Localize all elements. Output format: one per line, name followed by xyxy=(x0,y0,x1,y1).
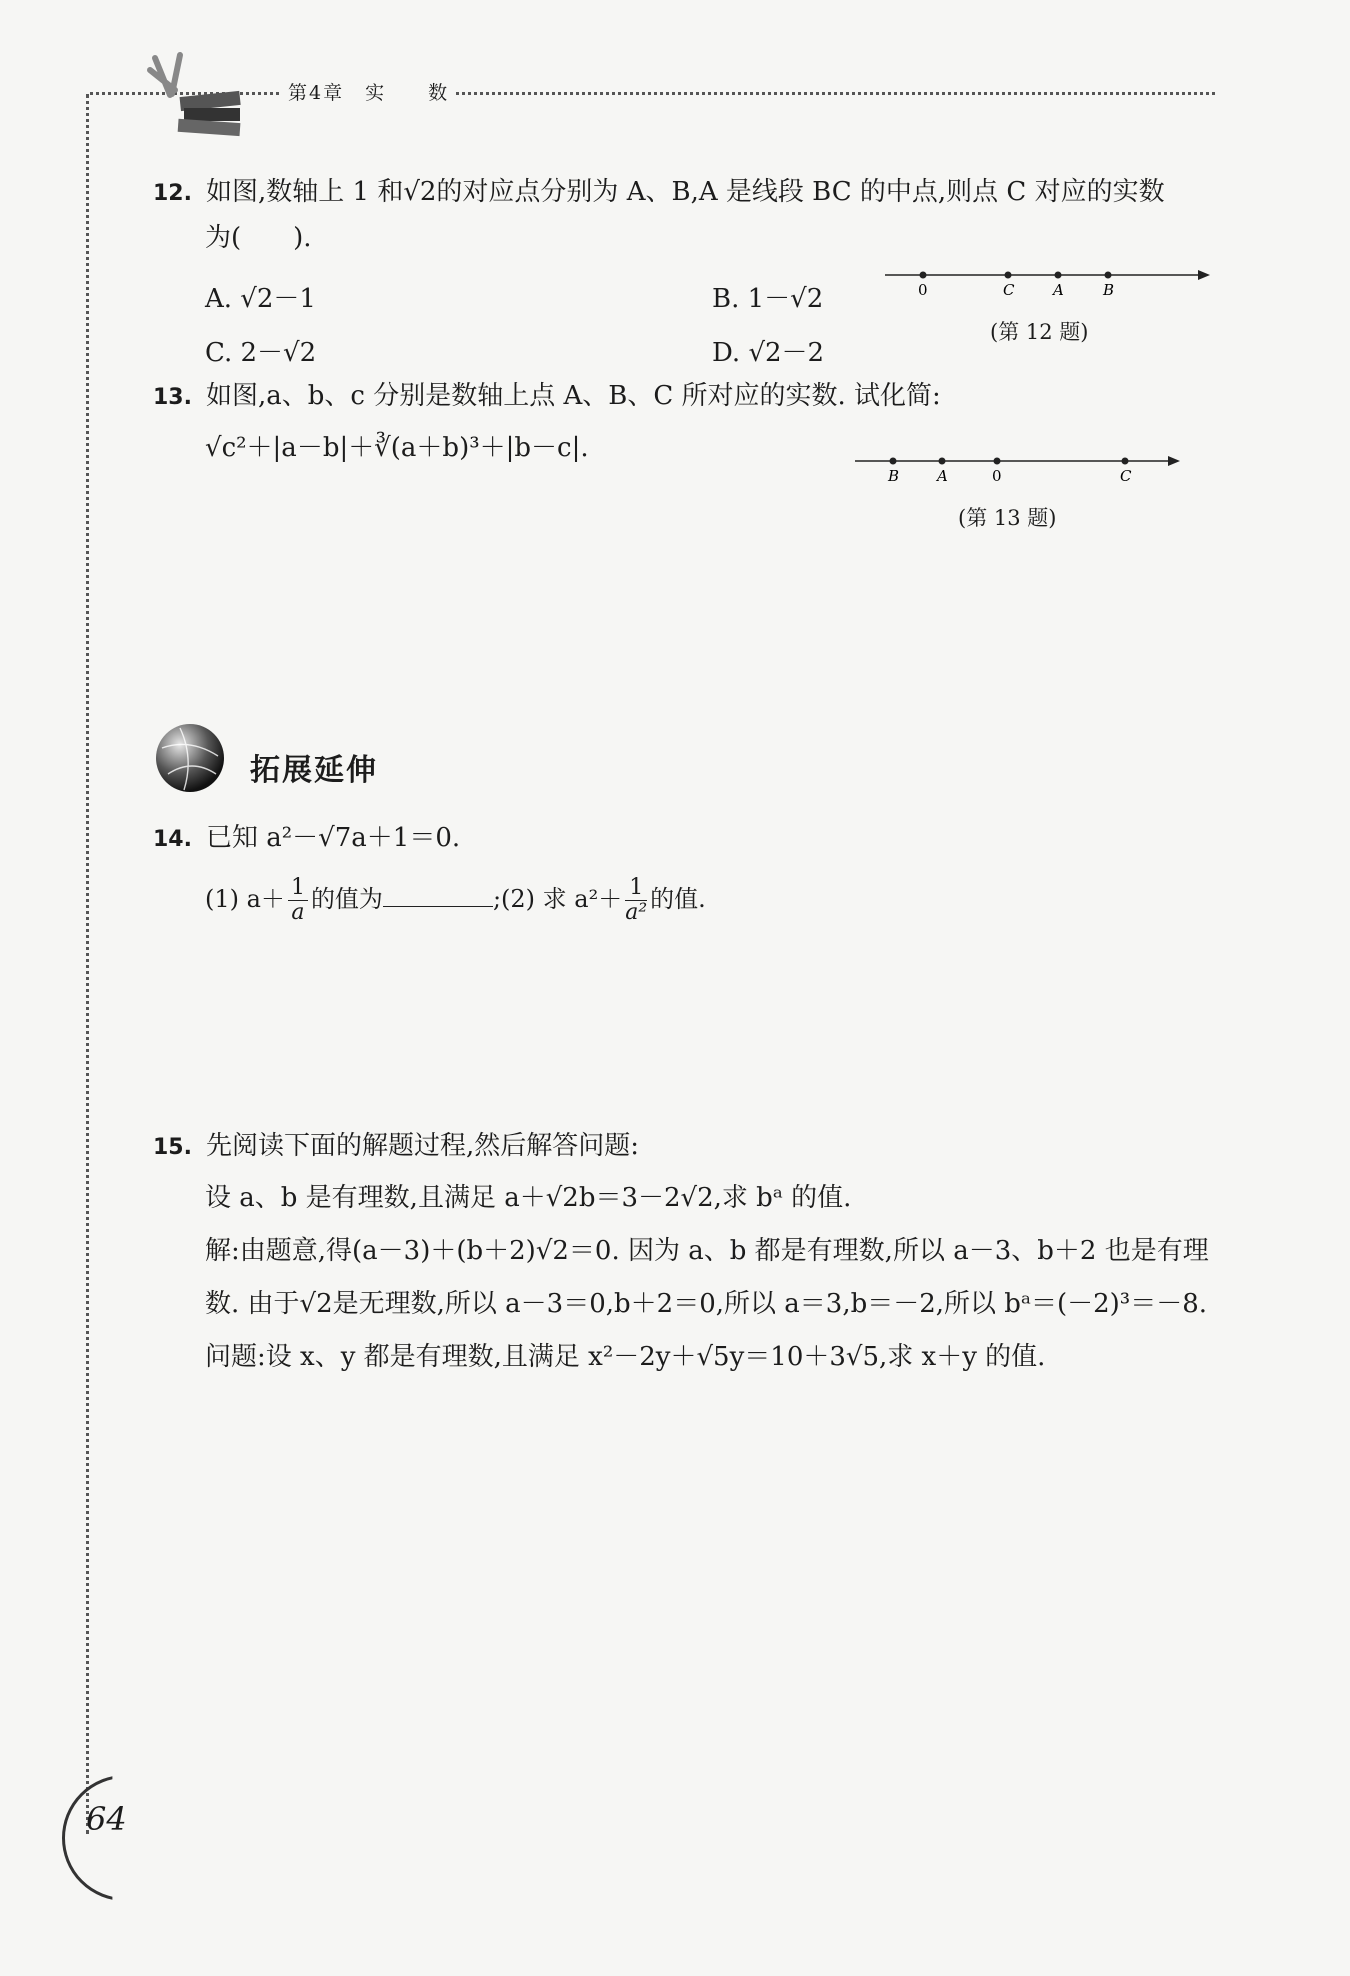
frac-num: 1 xyxy=(288,876,308,901)
page-number: 64 xyxy=(86,1800,127,1838)
option-a: A. √2－1 xyxy=(205,284,316,314)
number-line-13 xyxy=(850,448,1190,498)
question-15 xyxy=(153,1126,639,1168)
figure-13-caption: (第 13 题) xyxy=(958,506,1057,530)
question-14-parts xyxy=(205,876,706,925)
part1-prefix: (1) a＋ xyxy=(205,885,285,913)
figure-12-caption: (第 12 题) xyxy=(990,320,1089,344)
question-text: 如图,a、b、c 分别是数轴上点 A、B、C 所对应的实数. 试化简: xyxy=(205,381,941,411)
question-14 xyxy=(153,818,460,860)
question-15-line4: 数. 由于√2是无理数,所以 a－3＝0,b＋2＝0,所以 a＝3,b＝－2,所以 bᵃ＝(－2)³＝－8. xyxy=(205,1289,1208,1319)
part2-suffix: 的值. xyxy=(650,885,706,913)
fraction-1-over-a xyxy=(288,876,308,925)
books-icon xyxy=(140,50,250,140)
frac-den: a² xyxy=(625,900,648,925)
frac-num: 1 xyxy=(625,876,647,901)
axis-label-0: 0 xyxy=(992,467,1002,485)
question-number: 12. xyxy=(153,181,192,206)
number-line-12 xyxy=(880,255,1220,305)
question-12 xyxy=(153,172,1233,214)
question-13 xyxy=(153,376,1233,418)
question-text: 如图,数轴上 1 和√2的对应点分别为 A、B,A 是线段 BC 的中点,则点 C 对应的实数 xyxy=(205,177,1165,207)
frac-den: a xyxy=(291,900,305,925)
part2-prefix: ;(2) 求 a²＋ xyxy=(492,885,623,913)
option-c: C. 2－√2 xyxy=(205,338,317,368)
axis-label-b: B xyxy=(1103,281,1115,299)
question-text: 先阅读下面的解题过程,然后解答问题: xyxy=(205,1131,640,1161)
left-dotted-rule xyxy=(86,94,89,1834)
part1-suffix: 的值为 xyxy=(310,885,383,913)
answer-blank[interactable] xyxy=(383,880,493,907)
question-12-line2: 为( ). xyxy=(205,223,312,253)
axis-label-a: A xyxy=(1053,281,1064,299)
option-d: D. √2－2 xyxy=(712,338,825,368)
page-number-arc xyxy=(62,1775,188,1901)
question-number: 15. xyxy=(153,1135,192,1160)
question-text: 已知 a²－√7a＋1＝0. xyxy=(205,823,461,853)
axis-label-c: C xyxy=(1003,281,1015,299)
question-number: 13. xyxy=(153,385,192,410)
axis-label-a: A xyxy=(937,467,948,485)
question-15-line3: 解:由题意,得(a－3)＋(b＋2)√2＝0. 因为 a、b 都是有理数,所以 a－3、b＋2 也是有理 xyxy=(205,1236,1209,1266)
question-15-line2: 设 a、b 是有理数,且满足 a＋√2b＝3－2√2,求 bᵃ 的值. xyxy=(205,1183,852,1213)
question-15-line5: 问题:设 x、y 都是有理数,且满足 x²－2y＋√5y＝10＋3√5,求 x＋y 的值. xyxy=(205,1342,1046,1372)
fraction-1-over-a-squared xyxy=(625,876,647,925)
axis-label-b: B xyxy=(888,467,900,485)
section-title: 拓展延伸 xyxy=(250,753,378,788)
option-b: B. 1－√2 xyxy=(712,284,824,314)
chapter-header: 第4章 实 数 xyxy=(282,78,455,105)
header-dotted-rule xyxy=(90,92,1215,95)
question-number: 14. xyxy=(153,827,192,852)
question-13-expression: √c²＋|a－b|＋∛(a＋b)³＋|b－c|. xyxy=(205,433,589,463)
axis-label-c: C xyxy=(1120,467,1132,485)
globe-icon xyxy=(150,718,230,798)
axis-label-0: 0 xyxy=(918,281,928,299)
